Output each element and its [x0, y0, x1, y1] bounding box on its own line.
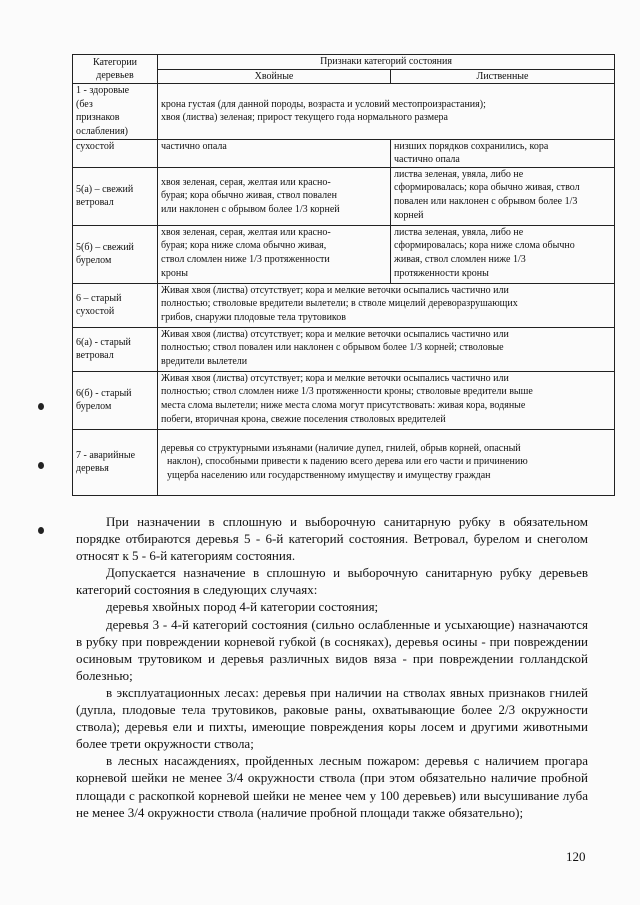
- page-number: 120: [566, 849, 586, 864]
- header-categories: Категории деревьев: [73, 55, 158, 84]
- table-row: [73, 139, 615, 167]
- signs-cell: Живая хвоя (листва) отсутствует; кора и мелкие веточки осыпались частично или полностью; ствол повален или наклонен с обрывом более 1/3 корней; стволовые вредители вылетели: [158, 327, 615, 371]
- table-row: [73, 371, 615, 429]
- header-signs: Признаки категорий состояния: [158, 55, 615, 70]
- paragraph: деревья хвойных пород 4-й категории состояния;: [106, 599, 379, 615]
- coniferous-cell: хвоя зеленая, серая, желтая или красно- бурая; кора обычно живая, ствол повален или наклонен с обрывом более 1/3 корней: [158, 167, 391, 225]
- body-text: [76, 513, 588, 821]
- table-row: [73, 167, 615, 225]
- deciduous-cell: низших порядков сохранились, кора частично опала: [391, 139, 615, 167]
- paragraph: При назначении в сплошную и выборочную санитарную рубку в обязательном порядке отбираются деревья 5 - 6-й категорий состояния. Ветровал, бурелом и снеголом относят к 5 - 6-й категориям состояния.: [76, 514, 588, 564]
- table-row: [73, 283, 615, 327]
- punch-hole-mark: [38, 527, 44, 534]
- deciduous-cell: листва зеленая, увяла, либо не сформировалась; кора обычно живая, ствол повален или наклонен с обрывом более 1/3 корней: [391, 167, 615, 225]
- deciduous-cell: листва зеленая, увяла, либо не сформировалась; кора ниже слома обычно живая, ствол сломлен ниже 1/3 протяженности кроны: [391, 225, 615, 283]
- signs-cell: Живая хвоя (листва) отсутствует; кора и мелкие веточки осыпались частично или полностью; стволовые вредители вылетели; в стволе мицелий дереворазрушающих грибов, снаружи плодовые тела трутовиков: [158, 283, 615, 327]
- table-row: [73, 84, 615, 139]
- paragraph: деревья 3 - 4-й категорий состояния (сильно ослабленные и усыхающие) назначаются в рубку при повреждении корневой губкой (в сосняках), деревья осины - при повреждении осиновым трутовиком и деревья различных видов вяза - при повреждении голландской болезнью;: [76, 616, 588, 683]
- category-cell: 1 - здоровые (без признаков ослабления): [73, 84, 158, 139]
- paragraph: в лесных насаждениях, пройденных лесным пожаром: деревья с наличием прогара корневой шейки не менее 3/4 окружности ствола (при этом обязательно наличие пробной площади с раскопкой корневой шейки не менее чем у 100 деревьев) или высушивание луба не менее 3/4 окружности ствола (наличие пробной площади также обязательно);: [76, 753, 588, 820]
- header-coniferous: Хвойные: [158, 69, 391, 84]
- category-cell: 5(а) – свежий ветровал: [73, 167, 158, 225]
- punch-hole-mark: [38, 462, 44, 469]
- header-deciduous: Лиственные: [391, 69, 615, 84]
- tree-condition-table: [72, 54, 615, 496]
- category-cell: 6(а) - старый ветровал: [73, 327, 158, 371]
- table-row: [73, 225, 615, 283]
- signs-cell: деревья со структурными изъянами (наличие дупел, гнилей, обрыв корней, опасный наклон), способными привести к падению всего дерева или его части и причинению ущерба населению или государственному имуществу и имуществу граждан: [158, 429, 615, 495]
- category-cell: сухостой: [73, 139, 158, 167]
- signs-cell: Живая хвоя (листва) отсутствует; кора и мелкие веточки осыпались частично или полностью; ствол сломлен ниже 1/3 протяженности кроны; стволовые вредители выше места слома вылетели; ниже места слома могут присутствовать: живая кора, водяные побеги, вторичная крона, свежие поселения стволовых вредителей: [158, 371, 615, 429]
- signs-cell: крона густая (для данной породы, возраста и условий местопроизрастания); хвоя (листва) зеленая; прирост текущего года нормального размера: [158, 84, 615, 139]
- table-row: [73, 429, 615, 495]
- category-cell: 7 - аварийные деревья: [73, 429, 158, 495]
- coniferous-cell: хвоя зеленая, серая, желтая или красно- бурая; кора ниже слома обычно живая, ствол сломлен ниже 1/3 протяженности кроны: [158, 225, 391, 283]
- category-cell: 6(б) - старый бурелом: [73, 371, 158, 429]
- category-cell: 6 – старый сухостой: [73, 283, 158, 327]
- paragraph: в эксплуатационных лесах: деревья при наличии на стволах явных признаков гнилей (дупла, плодовые тела трутовиков, раковые раны, охватывающие более 2/3 окружности ствола); деревья ели и пихты, имеющие повреждения коры лосем и другими животными более трети окружности ствола;: [76, 684, 588, 752]
- punch-hole-mark: [38, 403, 44, 410]
- paragraph: Допускается назначение в сплошную и выборочную санитарную рубку деревьев категорий состояния в следующих случаях:: [76, 565, 588, 598]
- category-cell: 5(б) – свежий бурелом: [73, 225, 158, 283]
- coniferous-cell: частично опала: [158, 139, 391, 167]
- table-row: [73, 327, 615, 371]
